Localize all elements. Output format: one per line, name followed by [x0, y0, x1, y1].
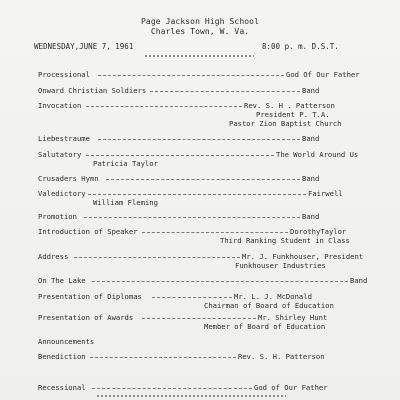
- item-label: Recessional: [38, 383, 86, 392]
- item-label: Invocation: [38, 101, 82, 110]
- leader-dashes: [98, 75, 284, 77]
- leader-dashes: [88, 194, 306, 196]
- item-value: Band: [302, 86, 320, 95]
- item-label: Valedictory: [38, 189, 86, 198]
- item-value: DorothyTaylor: [290, 227, 347, 236]
- leader-dashes: [152, 297, 232, 299]
- item-value: Mr. J. Funkhouser, President: [242, 252, 364, 261]
- item-label: Presentation of Awards: [38, 313, 134, 322]
- item-value: Band: [302, 174, 320, 183]
- bottom-ornament: [96, 394, 286, 398]
- item-value: Band: [350, 276, 368, 285]
- leader-dashes: [86, 106, 242, 108]
- item-label: Liebestraume: [38, 134, 90, 143]
- leader-dashes: [84, 217, 300, 219]
- item-value: Mr. L. J. McDonald: [234, 292, 312, 301]
- item-value: Fairwell: [308, 189, 343, 198]
- item-value: Rev. S. H . Patterson: [244, 101, 335, 110]
- item-value: God of Our Father: [254, 383, 328, 392]
- item-value: Mr. Shirley Hunt: [258, 313, 328, 322]
- leader-dashes: [142, 318, 256, 320]
- item-value: Band: [302, 212, 320, 221]
- item-label: Address: [38, 252, 69, 261]
- item-detail: Patricia Taylor: [93, 159, 158, 168]
- school-name: Page Jackson High School: [141, 17, 259, 26]
- event-time: 8:00 p. m. D.S.T.: [262, 42, 339, 51]
- item-label: Salutatory: [38, 150, 82, 159]
- item-label: Introduction of Speaker: [38, 227, 138, 236]
- event-date: WEDNESDAY,JUNE 7, 1961: [34, 42, 134, 51]
- item-detail: Pastor Zion Baptist Church: [229, 119, 342, 128]
- item-value: The World Around Us: [276, 150, 359, 159]
- top-ornament: [144, 54, 254, 58]
- item-label: Presentation of Diplomas: [38, 292, 142, 301]
- item-label: On The Lake: [38, 276, 86, 285]
- item-label: Crusaders Hymn: [38, 174, 99, 183]
- item-value: Rev. S. H. Patterson: [238, 352, 325, 361]
- item-label: Benediction: [38, 352, 86, 361]
- item-detail: Funkhouser Industries: [235, 261, 326, 270]
- item-label: Promotion: [38, 212, 77, 221]
- item-detail: President P. T.A.: [256, 110, 330, 119]
- leader-dashes: [106, 179, 300, 181]
- leader-dashes: [142, 232, 288, 234]
- leader-dashes: [92, 281, 348, 283]
- item-value: God Of Our Father: [286, 70, 360, 79]
- item-detail: Chairman of Board of Education: [204, 301, 334, 310]
- item-label: Announcements: [38, 337, 95, 346]
- item-label: Onward Christian Soldiers: [38, 86, 147, 95]
- leader-dashes: [150, 91, 300, 93]
- item-detail: Member of Board of Education: [204, 322, 326, 331]
- item-detail: Third Ranking Student in Class: [220, 236, 350, 245]
- item-value: Band: [302, 134, 320, 143]
- leader-dashes: [90, 357, 236, 359]
- item-detail: William Fleming: [93, 198, 158, 207]
- leader-dashes: [86, 155, 274, 157]
- school-location: Charles Town, W. Va.: [150, 27, 250, 36]
- item-label: Processional: [38, 70, 90, 79]
- leader-dashes: [92, 388, 252, 390]
- leader-dashes: [98, 139, 300, 141]
- leader-dashes: [74, 257, 240, 259]
